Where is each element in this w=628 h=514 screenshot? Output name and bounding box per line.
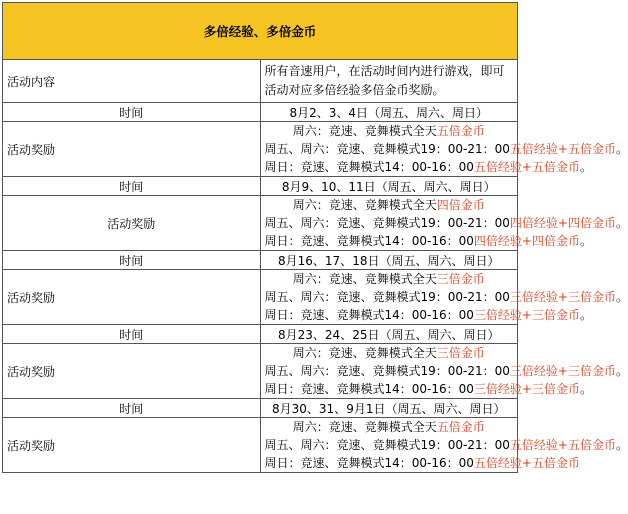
period-time-row [3,103,518,122]
reward-highlight: 五倍经验+五倍金币 [509,438,616,452]
reward-condition: 周五、周六：竞速、竞舞模式19：00-21：00 [264,364,510,378]
reward-highlight: 三倍经验+三倍金币 [509,364,616,378]
reward-highlight: 三倍经验+三倍金币 [473,308,580,322]
reward-line [264,362,628,380]
reward-line [265,196,514,214]
reward-suffix: 。 [615,438,628,452]
reward-lines [260,418,628,473]
reward-line [264,158,592,176]
reward-condition: 周六：竞速、竞舞模式全天 [292,272,437,286]
period-time: 8月16、17、18日（周五、周六、周日） [260,251,518,270]
time-label: 时间 [3,399,261,418]
time-label: 时间 [3,103,261,122]
reward-condition: 周六：竞速、竞舞模式全天 [292,124,437,138]
reward-highlight: 四倍经验+四倍金币 [473,234,580,248]
period-time: 8月2、3、4日（周五、周六、周日） [260,103,518,122]
reward-highlight: 三倍金币 [436,272,485,286]
reward-condition: 周五、周六：竞速、竞舞模式19：00-21：00 [264,438,510,452]
reward-highlight: 五倍金币 [436,124,485,138]
period-reward-row [3,270,518,325]
header-row [3,3,518,60]
reward-highlight: 四倍金币 [436,198,485,212]
reward-suffix: 。 [579,382,592,396]
reward-suffix: 。 [615,142,628,156]
period-reward-row [3,418,518,473]
reward-condition: 周六：竞速、竞舞模式全天 [292,420,437,434]
time-label: 时间 [3,251,261,270]
reward-line [265,122,514,140]
reward-line [264,454,580,472]
reward-highlight: 三倍金币 [436,346,485,360]
reward-lines [260,344,628,399]
period-reward-row [3,122,518,177]
reward-highlight: 五倍经验+五倍金币 [473,160,580,174]
reward-lines [260,196,628,251]
reward-highlight: 五倍经验+五倍金币 [509,142,616,156]
intro-label: 活动内容 [3,60,261,103]
reward-condition: 周五、周六：竞速、竞舞模式19：00-21：00 [264,290,510,304]
reward-line [264,380,592,398]
reward-line [264,214,628,232]
reward-condition: 周日：竞速、竞舞模式14：00-16：00 [264,308,474,322]
time-label: 时间 [3,177,261,196]
period-reward-row [3,196,518,251]
reward-condition: 周六：竞速、竞舞模式全天 [292,346,437,360]
time-label: 时间 [3,325,261,344]
period-time: 8月23、24、25日（周五、周六、周日） [260,325,518,344]
reward-condition: 周日：竞速、竞舞模式14：00-16：00 [264,160,474,174]
reward-suffix: 。 [579,160,592,174]
reward-line [265,270,514,288]
period-time-row [3,177,518,196]
reward-line [264,288,628,306]
reward-lines [260,270,628,325]
event-table [2,2,628,473]
reward-suffix: 。 [579,234,592,248]
reward-line [265,418,514,436]
reward-suffix: 。 [615,364,628,378]
reward-line [264,232,592,250]
reward-label: 活动奖励 [3,270,261,325]
period-time-row [3,251,518,270]
period-time-row [3,399,518,418]
period-time: 8月9、10、11日（周五、周六、周日） [260,177,518,196]
intro-text: 所有音速用户，在活动时间内进行游戏，即可活动对应多倍经验多倍金币奖励。 [260,60,518,103]
reward-condition: 周日：竞速、竞舞模式14：00-16：00 [264,456,474,470]
reward-label: 活动奖励 [3,196,261,251]
reward-highlight: 五倍金币 [436,420,485,434]
reward-label: 活动奖励 [3,344,261,399]
period-time-row [3,325,518,344]
reward-label: 活动奖励 [3,122,261,177]
reward-suffix: 。 [579,308,592,322]
reward-label: 活动奖励 [3,418,261,473]
reward-condition: 周六：竞速、竞舞模式全天 [292,198,437,212]
reward-line [264,140,628,158]
reward-line [264,306,592,324]
reward-condition: 周日：竞速、竞舞模式14：00-16：00 [264,382,474,396]
reward-suffix: 。 [615,290,628,304]
reward-condition: 周五、周六：竞速、竞舞模式19：00-21：00 [264,142,510,156]
period-reward-row [3,344,518,399]
table-title: 多倍经验、多倍金币 [3,3,518,60]
reward-highlight: 五倍经验+五倍金币 [473,456,580,470]
reward-highlight: 四倍经验+四倍金币 [509,216,616,230]
reward-lines [260,122,628,177]
reward-line [265,344,514,362]
reward-condition: 周五、周六：竞速、竞舞模式19：00-21：00 [264,216,510,230]
reward-highlight: 三倍经验+三倍金币 [473,382,580,396]
intro-row [3,60,518,103]
reward-line [264,436,628,454]
reward-condition: 周日：竞速、竞舞模式14：00-16：00 [264,234,474,248]
reward-suffix: 。 [615,216,628,230]
period-time: 8月30、31、9月1日（周五、周六、周日） [260,399,518,418]
reward-highlight: 三倍经验+三倍金币 [509,290,616,304]
